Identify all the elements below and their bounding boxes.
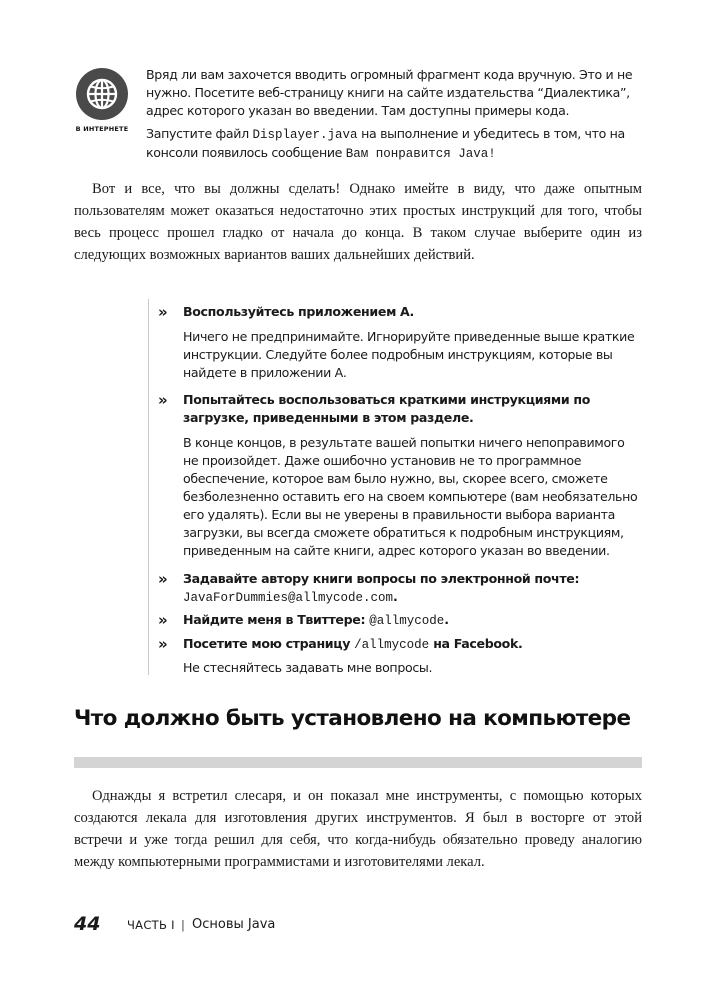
text-run: .	[393, 589, 398, 604]
internet-badge	[74, 68, 130, 133]
code-message: Вам понравится Java!	[345, 147, 496, 161]
list-item-title: Попытайтесь воспользоваться краткими инструкциями по загрузке, приведенными в этом разделе.	[183, 392, 591, 425]
heading-underline-bar	[74, 757, 642, 768]
text-run: Посетите мою страницу	[183, 636, 355, 651]
list-item-title	[183, 635, 643, 654]
globe-icon	[76, 68, 128, 120]
part-title: Основы Java	[192, 917, 276, 932]
text-run: на Facebook.	[429, 636, 523, 651]
bullet-icon: »	[158, 391, 168, 409]
part-label: ЧАСТЬ I	[127, 918, 175, 932]
options-list	[148, 299, 643, 675]
callout-text	[146, 66, 642, 163]
twitter-handle: @allmycode	[369, 614, 445, 628]
text-run: Найдите меня в Твиттере:	[183, 612, 370, 627]
body-paragraph: Однажды я встретил слесаря, и он показал мне инструменты, с помощью которых создаются лекала для изготовления других инструментов. Я был в восторге от этой встречи и уже тогда решил для себя, что когда-нибудь обязательно проведу аналогию между компьютерными программистами и изготовителями лекал.	[74, 788, 642, 870]
list-item-description: Ничего не предпринимайте. Игнорируйте приведенные выше краткие инструкции. Следуйте более подробным инструкциям, которые вы найдете в приложении А.	[183, 329, 635, 380]
text-run: Запустите файл	[146, 126, 253, 141]
code-filename: Displayer.java	[252, 128, 358, 142]
email-address: JavaForDummies@allmycode.com	[183, 591, 394, 605]
page-number: 44	[74, 913, 101, 935]
list-item-title	[183, 611, 643, 630]
callout-paragraph	[146, 125, 642, 163]
callout-paragraph: Вряд ли вам захочется вводить огромный фрагмент кода вручную. Это и не нужно. Посетите веб-страницу книги на сайте издательства “Диалектика”, адрес которого указан во введении. Там доступны примеры кода.	[146, 67, 633, 118]
body-paragraph: Вот и все, что вы должны сделать! Однако имейте в виду, что даже опытным пользователям может оказаться недостаточно этих простых инструкций для того, чтобы весь процесс прошел гладко от начала до конца. В таком случае выберите один из следующих возможных вариантов ваших дальнейших действий.	[74, 181, 642, 263]
facebook-path: /allmycode	[354, 638, 430, 652]
icon-caption: В ИНТЕРНЕТЕ	[75, 125, 129, 133]
section-heading: Что должно быть установлено на компьютере	[74, 706, 631, 731]
text-run: Задавайте автору книги вопросы по электронной почте:	[183, 571, 580, 586]
bullet-icon: »	[158, 303, 168, 321]
text-run: на выполнение и убедитесь в том, что на консоли появилось сообщение	[146, 126, 625, 160]
text-run: .	[444, 612, 449, 627]
list-item-description: Не стесняйтесь задавать мне вопросы.	[183, 660, 433, 675]
list-item-description: В конце концов, в результате вашей попытки ничего непоправимого не произойдет. Даже ошибочно установив не то программное обеспечение, которое вам было нужно, вы, скорее всего, сможете безболезненно оставить его на своем компьютере (вам необязательно его удалять). Если вы не уверены в правильности выбора варианта загрузки, вы всегда сможете обратиться к подробным инструкциям, приведенным на сайте книги, адрес которого указан во введении.	[183, 435, 638, 558]
list-item-title	[183, 570, 643, 607]
bullet-icon: »	[158, 611, 168, 629]
bullet-icon: »	[158, 570, 168, 588]
list-item-title: Воспользуйтесь приложением А.	[183, 304, 414, 319]
bullet-icon: »	[158, 635, 168, 653]
footer-separator: |	[181, 918, 185, 932]
